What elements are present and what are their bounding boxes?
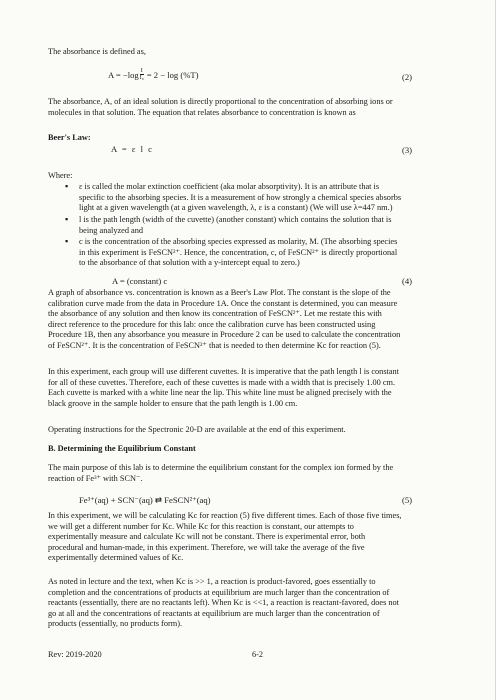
paragraph-line: reactants (essentially, there are no reactants left). When Kc is <<1, a reaction is reactant-favored, does not — [48, 598, 399, 608]
equation-2-number: (2) — [402, 72, 413, 82]
section-b-heading: B. Determining the Equilibrium Constant — [48, 444, 196, 453]
paragraph-absorbance — [48, 97, 393, 118]
bullet-line: c is the concentration of the absorbing species expressed as molarity, M. (The absorbing species — [79, 237, 398, 246]
paragraph-line: Procedure 1B, then any absorbance you measure in Procedure 2 can be used to calculate the concentration — [48, 330, 401, 340]
equation-2-rhs: = 2 − log (%T) — [146, 69, 199, 80]
paragraph-line: direct reference to the procedure for this lab: once the calibration curve has been constructed using — [48, 319, 376, 329]
bullet-concentration — [79, 237, 397, 269]
bullet-line: in this experiment is FeSCN²⁺. Hence, the concentration, c, of FeSCN²⁺ is directly proportional — [79, 247, 398, 257]
equation-5-number: (5) — [402, 495, 413, 505]
paragraph-line: molecules in that solution. The equation that relates absorbance to concentration is known as — [48, 107, 356, 117]
paragraph-line: A graph of absorbance vs. concentration is known as a Beer's Law Plot. The constant is the slope of the — [48, 288, 391, 297]
paragraph-line: products (essentially, no products form). — [48, 619, 183, 629]
paragraph-line: for all of these cuvettes. Therefore, each of these cuvettes is made with a width that is precisely 1.00 cm. — [48, 377, 396, 387]
paragraph-cuvettes — [48, 367, 399, 409]
bullet-line: ε is called the molar extinction coefficient (aka molar absorptivity). It is an attribute that is — [79, 182, 380, 191]
equation-2 — [108, 68, 199, 81]
paragraph-line: completion and the concentrations of products at equilibrium are much larger than the concentration of — [48, 587, 390, 597]
paragraph-purpose — [48, 463, 393, 484]
bullet-line: being analyzed and — [79, 225, 144, 235]
paragraph-line: calibration curve made from the data in Procedure 1A. Once the constant is determined, you can measure — [48, 298, 398, 308]
footer-page-number: 6-2 — [252, 650, 264, 659]
paragraph-line: experimentally measure and calculate Kc will not be constant. There is experimental error, both — [48, 532, 366, 542]
equation-2-numerator: I — [140, 68, 143, 74]
paragraph-line: black groove in the sample holder to ensure that the path length is 1.00 cm. — [48, 398, 298, 408]
paragraph-kc-favored — [48, 577, 399, 630]
paragraph-line: As noted in lecture and the text, when Kc is >> 1, a reaction is product-favored, goes essentially to — [48, 577, 376, 586]
bullet-marker: ▪ — [65, 181, 69, 191]
bullet-line: light at a given wavelength (at a given wavelength, λ, ε is a constant) (We will use λ=447 nm.) — [79, 203, 393, 213]
paragraph-line: of FeSCN²⁺. It is the concentration of FeSCN²⁺ that is needed to then determine Kc for reaction (5). — [48, 340, 381, 350]
equation-4: A = (constant) c — [112, 276, 168, 286]
paragraph-line: The main purpose of this lab is to determine the equilibrium constant for the complex ion formed by the — [48, 463, 394, 472]
bullet-epsilon — [79, 182, 401, 214]
paragraph-line: experimentally determined values of Kc. — [48, 553, 184, 563]
bullet-marker: ▪ — [65, 236, 69, 246]
paragraph-line: the absorbance of any solution and then know its concentration of FeSCN²⁺. Let me restate this with — [48, 309, 382, 319]
paragraph-line: In this experiment, we will be calculating Kc for reaction (5) five different times. Each of those five times, — [48, 511, 402, 520]
equation-5: Fe³⁺(aq) + SCN⁻(aq) ⇄ FeSCN²⁺(aq) — [79, 495, 211, 505]
equation-2-denominator: I₀ — [139, 75, 144, 81]
operating-instructions: Operating instructions for the Spectronic 20-D are available at the end of this experiment. — [48, 425, 346, 434]
paragraph-line: reaction of Fe³⁺ with SCN⁻. — [48, 473, 143, 483]
paragraph-line: Each cuvette is marked with a white line near the lip. This white line must be aligned precisely with the — [48, 388, 392, 398]
paragraph-line: procedural and human-made, in this experiment. Therefore, we will take the average of the five — [48, 542, 365, 552]
paragraph-line: we will get a different number for Kc. While Kc for this reaction is constant, our attempts to — [48, 521, 354, 531]
equation-3: A = ε l c — [111, 144, 154, 154]
bullet-path-length — [79, 215, 391, 236]
beers-law-heading: Beer's Law: — [48, 133, 91, 142]
equation-2-lhs: A = −log — [108, 69, 139, 80]
equation-2-fraction — [140, 68, 144, 81]
bullet-line: specific to the absorbing species. It is a measurement of how strongly a chemical species absorbs — [79, 192, 402, 202]
equation-4-number: (4) — [402, 276, 413, 286]
paragraph-beers-plot — [48, 288, 400, 352]
footer-revision: Rev: 2019-2020 — [48, 650, 102, 659]
paragraph-line: In this experiment, each group will use different cuvettes. It is imperative that the path length l is constant — [48, 367, 399, 376]
where-label: Where: — [48, 171, 73, 180]
paragraph-kc-five-times — [48, 511, 402, 564]
bullet-line: to the absorbance of that solution with a y-intercept equal to zero.) — [79, 258, 300, 268]
paragraph-line: The absorbance, A, of an ideal solution is directly proportional to the concentration of absorbing ions or — [48, 97, 393, 106]
bullet-marker: ▪ — [65, 214, 69, 224]
equation-3-number: (3) — [402, 145, 413, 155]
paragraph-line: go at all and the concentrations of reactants at equilibrium are much larger than the concentration of — [48, 608, 380, 618]
intro-text: The absorbance is defined as, — [48, 47, 146, 56]
bullet-line: l is the path length (width of the cuvette) (another constant) which contains the solution that is — [79, 215, 392, 224]
